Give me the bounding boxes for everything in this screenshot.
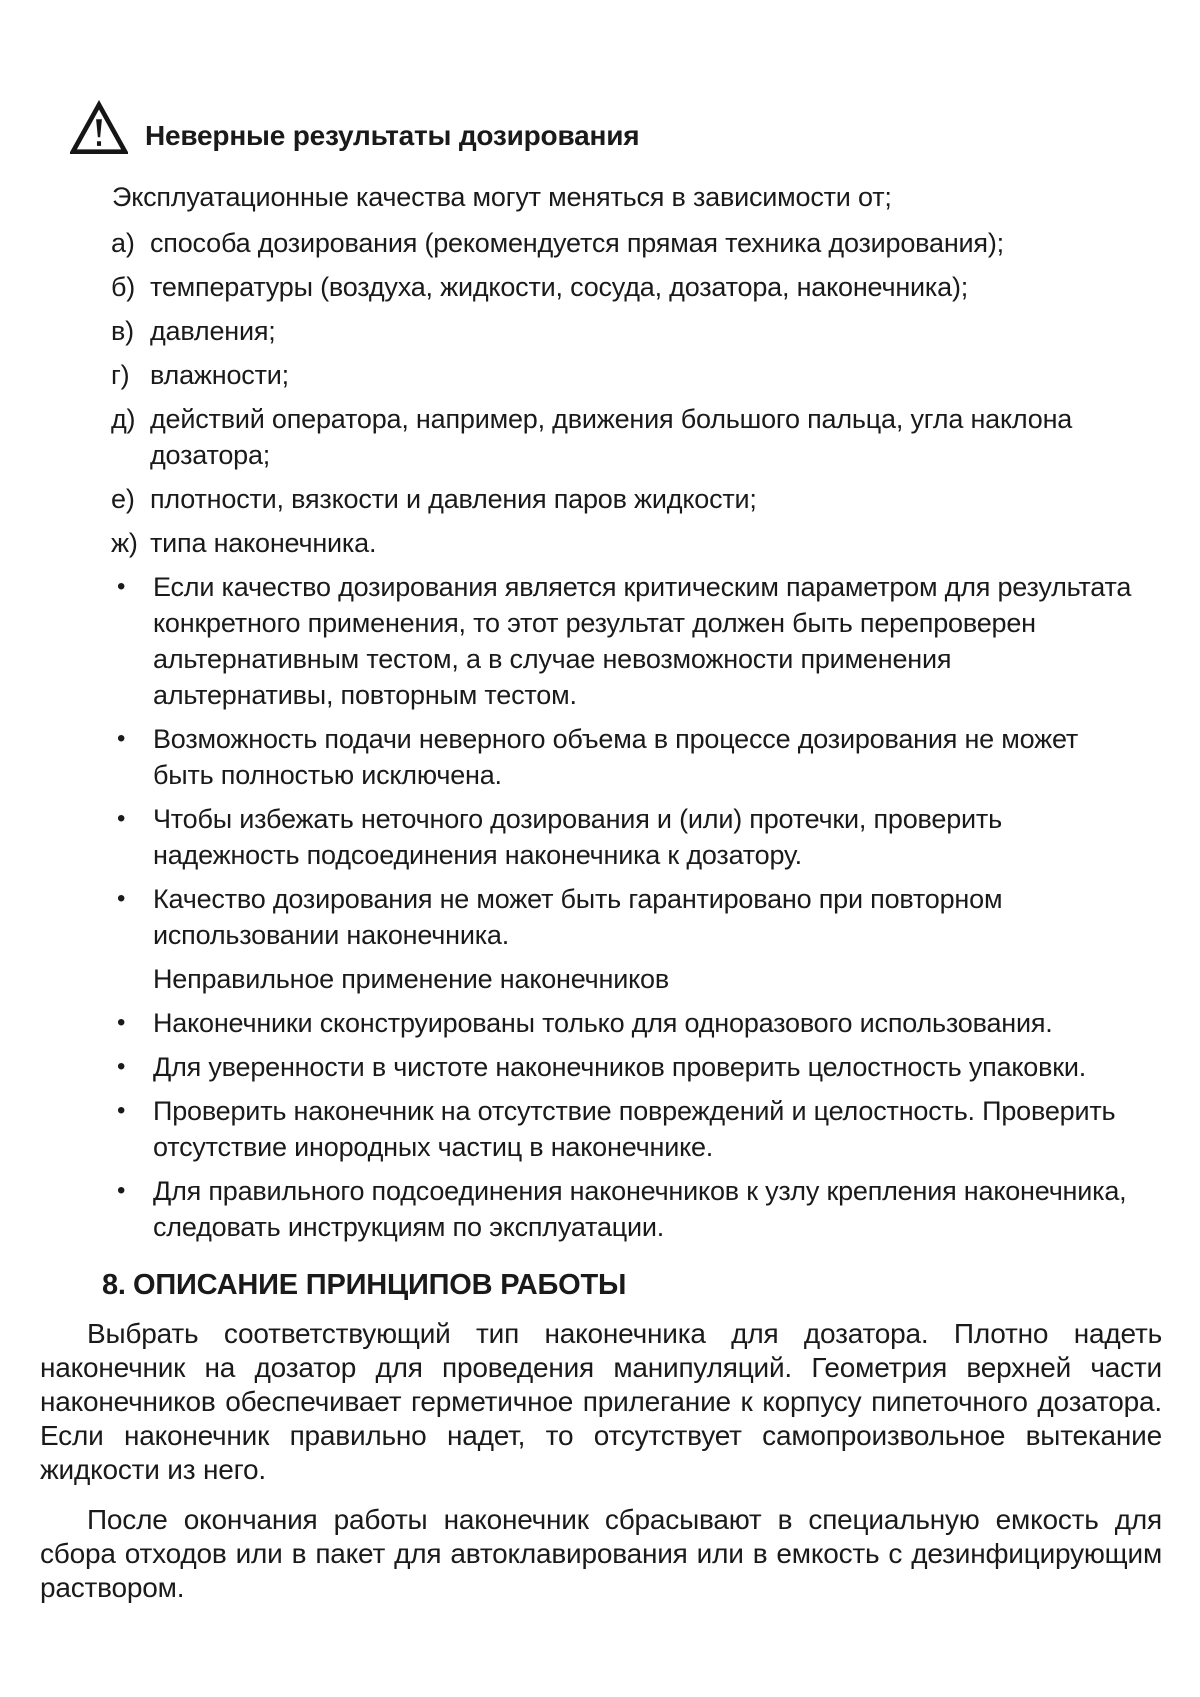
bullet-item-text: Для уверенности в чистоте наконечников проверить целостность упаковки. (153, 1052, 1087, 1082)
lettered-item-marker: а) (111, 228, 135, 258)
bullet-marker: • (117, 885, 126, 912)
lettered-item (111, 313, 1140, 349)
lettered-item-text: давления; (150, 316, 276, 346)
section-heading (102, 1267, 1200, 1303)
bullet-item-text: Проверить наконечник на отсутствие повреждений и целостность. Проверить отсутствие инородных частиц в наконечнике. (153, 1096, 1116, 1162)
warning-header (70, 100, 1200, 157)
bullet-item (117, 1005, 1136, 1041)
lettered-item (111, 401, 1140, 473)
bullet-item (117, 1049, 1136, 1085)
bullet-item (117, 569, 1136, 713)
bullet-item-text: Наконечники сконструированы только для одноразового использования. (153, 1008, 1053, 1038)
bullet-item (117, 721, 1136, 793)
bullet-item (117, 801, 1136, 873)
lettered-item-text: действий оператора, например, движения большого пальца, угла наклона дозатора; (150, 404, 1073, 470)
tips-subheading: Неправильное применение наконечников (153, 964, 670, 994)
warning-intro: Эксплуатационные качества могут меняться в зависимости от; (112, 182, 892, 212)
bullet-marker: • (117, 573, 126, 600)
warning-title: Неверные результаты дозирования (145, 119, 640, 151)
bullet-marker: • (117, 1177, 126, 1204)
bullet-item (117, 881, 1136, 953)
section-title: ОПИСАНИЕ ПРИНЦИПОВ РАБОТЫ (133, 1269, 627, 1301)
lettered-item (111, 481, 1140, 517)
bullet-marker: • (117, 725, 126, 752)
bullet-list-primary (0, 569, 1200, 953)
bullet-item-text: Для правильного подсоединения наконечников к узлу крепления наконечника, следовать инструкциям по эксплуатации. (153, 1176, 1127, 1242)
body-paragraph: Выбрать соответствующий тип наконечника для дозатора. Плотно надеть наконечник на дозатор для проведения манипуляций. Геометрия верхней части наконечников обеспечивает герметичное прилегание к корпусу пипеточного дозатора. Если наконечник правильно надет, то отсутствует самопроизвольное вытекание жидкости из него. (40, 1318, 1162, 1485)
lettered-item-marker: г) (111, 360, 130, 390)
lettered-item (111, 225, 1140, 261)
lettered-item-text: температуры (воздуха, жидкости, сосуда, дозатора, наконечника); (150, 272, 969, 302)
section-number: 8. (102, 1269, 126, 1301)
lettered-item (111, 357, 1140, 393)
lettered-list (0, 225, 1200, 561)
bullet-marker: • (117, 1009, 126, 1036)
bullet-marker: • (117, 1053, 126, 1080)
bullet-list-tips (0, 1005, 1200, 1245)
warning-triangle-icon (70, 100, 128, 157)
body-paragraph: После окончания работы наконечник сбрасывают в специальную емкость для сбора отходов или в пакет для автоклавирования или в емкость с дезинфицирующим раствором. (40, 1504, 1162, 1603)
lettered-item (111, 525, 1140, 561)
lettered-item-text: влажности; (150, 360, 289, 390)
lettered-item-text: плотности, вязкости и давления паров жидкости; (150, 484, 757, 514)
lettered-item-marker: в) (111, 316, 134, 346)
bullet-item (117, 1173, 1136, 1245)
bullet-item-text: Чтобы избежать неточного дозирования и (или) протечки, проверить надежность подсоединения наконечника к дозатору. (153, 804, 1002, 870)
bullet-item (117, 1093, 1136, 1165)
lettered-item-text: способа дозирования (рекомендуется прямая техника дозирования); (150, 228, 1004, 258)
lettered-item-marker: е) (111, 484, 135, 514)
bullet-marker: • (117, 805, 126, 832)
lettered-item-marker: д) (111, 404, 136, 434)
lettered-item-text: типа наконечника. (150, 528, 377, 558)
bullet-item-text: Возможность подачи неверного объема в процессе дозирования не может быть полностью исключена. (153, 724, 1079, 790)
bullet-item-text: Качество дозирования не может быть гарантировано при повторном использовании наконечника. (153, 884, 1003, 950)
lettered-item-marker: б) (111, 272, 136, 302)
lettered-item (111, 269, 1140, 305)
bullet-marker: • (117, 1097, 126, 1124)
lettered-item-marker: ж) (111, 528, 138, 558)
bullet-item-text: Если качество дозирования является критическим параметром для результата конкретного применения, то этот результат должен быть перепроверен альтернативным тестом, а в случае невозможности применения альтернативы, повторным тестом. (153, 572, 1132, 710)
